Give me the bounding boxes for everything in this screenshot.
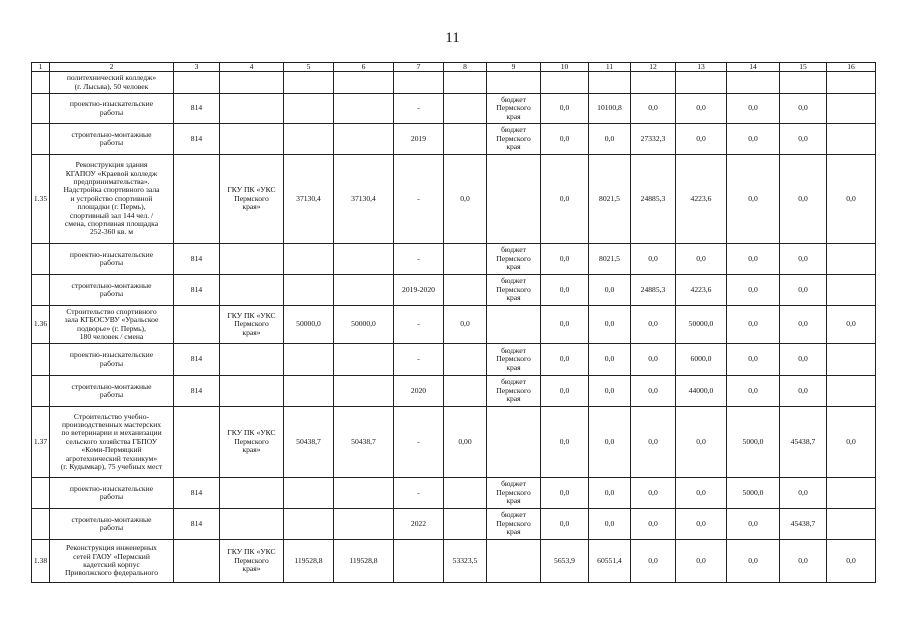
table-cell: 0,0: [676, 94, 727, 124]
table-cell: 0,0: [780, 155, 827, 244]
table-cell: [444, 344, 487, 376]
table-cell: 0,0: [780, 540, 827, 583]
table-cell: 1.37: [32, 407, 50, 478]
table-row: [32, 244, 876, 275]
table-cell: -: [394, 344, 444, 376]
table-cell: 8021,5: [589, 155, 631, 244]
table-cell: 814: [174, 509, 220, 540]
table-cell: 119528,8: [284, 540, 334, 583]
table-cell: 119528,8: [334, 540, 394, 583]
table-cell: [32, 72, 50, 94]
table-cell: [220, 244, 284, 275]
table-cell: [444, 376, 487, 407]
table-cell: [827, 376, 876, 407]
table-cell: строительно-монтажные работы: [50, 509, 174, 540]
table-cell: [284, 376, 334, 407]
table-cell: 0,0: [541, 306, 589, 344]
table-cell: [444, 244, 487, 275]
table-row: [32, 509, 876, 540]
table-cell: [32, 124, 50, 155]
table-cell: бюджет Пермского края: [487, 275, 541, 306]
header-cell: 9: [487, 63, 541, 72]
header-row: [32, 63, 876, 72]
table-cell: [174, 540, 220, 583]
table-cell: строительно-монтажные работы: [50, 376, 174, 407]
table-cell: 0,0: [541, 124, 589, 155]
header-cell: 16: [827, 63, 876, 72]
table-cell: [32, 244, 50, 275]
table-cell: 6000,0: [676, 344, 727, 376]
table-cell: 0,0: [589, 407, 631, 478]
table-cell: проектно-изыскательские работы: [50, 344, 174, 376]
table-cell: 0,0: [780, 376, 827, 407]
table-cell: 24885,3: [631, 155, 676, 244]
table-cell: бюджет Пермского края: [487, 478, 541, 509]
table-cell: 4223,6: [676, 275, 727, 306]
table-cell: 50438,7: [284, 407, 334, 478]
table-cell: 0,0: [780, 124, 827, 155]
table-cell: [334, 376, 394, 407]
table-cell: 814: [174, 94, 220, 124]
table-row: [32, 407, 876, 478]
table-cell: [487, 155, 541, 244]
table-cell: [444, 478, 487, 509]
table-cell: 0,0: [589, 124, 631, 155]
table-cell: [827, 72, 876, 94]
table-cell: 0,0: [631, 540, 676, 583]
table-cell: 1.36: [32, 306, 50, 344]
table-cell: 0,0: [727, 540, 780, 583]
table-cell: [827, 344, 876, 376]
table-cell: 0,0: [541, 155, 589, 244]
table-cell: [284, 275, 334, 306]
table-cell: [174, 306, 220, 344]
table-cell: 50000,0: [676, 306, 727, 344]
table-cell: 0,0: [541, 407, 589, 478]
table-cell: 0,0: [541, 376, 589, 407]
table-cell: 0,0: [589, 344, 631, 376]
table-row: [32, 94, 876, 124]
header-cell: 8: [444, 63, 487, 72]
table-cell: ГКУ ПК «УКС Пермского края»: [220, 407, 284, 478]
table-cell: [727, 72, 780, 94]
table-cell: [220, 376, 284, 407]
table-cell: бюджет Пермского края: [487, 94, 541, 124]
table-cell: -: [394, 478, 444, 509]
table-cell: 0,0: [541, 275, 589, 306]
table-cell: 0,0: [444, 155, 487, 244]
table-cell: [32, 376, 50, 407]
table-cell: бюджет Пермского края: [487, 344, 541, 376]
table-cell: [589, 72, 631, 94]
table-row: [32, 376, 876, 407]
table-cell: [827, 275, 876, 306]
table-cell: [444, 72, 487, 94]
table-row: [32, 155, 876, 244]
table-cell: [827, 509, 876, 540]
table-cell: 0,0: [780, 344, 827, 376]
table-cell: 0,0: [676, 244, 727, 275]
table-cell: 8021,5: [589, 244, 631, 275]
table-cell: [334, 94, 394, 124]
table-cell: 814: [174, 244, 220, 275]
table-cell: проектно-изыскательские работы: [50, 94, 174, 124]
header-cell: 1: [32, 63, 50, 72]
table-cell: 0,0: [541, 509, 589, 540]
table-cell: [487, 72, 541, 94]
table-cell: [487, 407, 541, 478]
table-cell: [487, 540, 541, 583]
table-cell: [334, 478, 394, 509]
table-cell: [32, 344, 50, 376]
table-cell: 50438,7: [334, 407, 394, 478]
table-cell: [334, 72, 394, 94]
table-cell: [220, 94, 284, 124]
table-cell: 50000,0: [284, 306, 334, 344]
header-cell: 12: [631, 63, 676, 72]
table-cell: 0,00: [444, 407, 487, 478]
table-cell: 53323,5: [444, 540, 487, 583]
table-cell: -: [394, 155, 444, 244]
table-cell: [220, 478, 284, 509]
table-cell: строительно-монтажные работы: [50, 124, 174, 155]
table-cell: 37130,4: [334, 155, 394, 244]
table-cell: 814: [174, 478, 220, 509]
table-cell: строительно-монтажные работы: [50, 275, 174, 306]
table-cell: 50000,0: [334, 306, 394, 344]
table-cell: 0,0: [444, 306, 487, 344]
table-cell: 45438,7: [780, 509, 827, 540]
header-cell: 2: [50, 63, 174, 72]
table-cell: 0,0: [631, 376, 676, 407]
table-row: [32, 344, 876, 376]
table-cell: [487, 306, 541, 344]
table-cell: 60551,4: [589, 540, 631, 583]
table-cell: [174, 72, 220, 94]
table-cell: Строительство спортивного зала КГБОСУВУ «Уральское подворье» (г. Пермь), 180 человек / смена: [50, 306, 174, 344]
table-cell: -: [394, 306, 444, 344]
table-cell: 1.38: [32, 540, 50, 583]
table-cell: 5000,0: [727, 478, 780, 509]
table-cell: [334, 244, 394, 275]
table-cell: [284, 244, 334, 275]
table-cell: 5000,0: [727, 407, 780, 478]
table-cell: [780, 72, 827, 94]
table-cell: [827, 94, 876, 124]
table-cell: 0,0: [631, 306, 676, 344]
table-cell: [334, 124, 394, 155]
table-cell: 37130,4: [284, 155, 334, 244]
table-cell: 10100,8: [589, 94, 631, 124]
table-cell: 0,0: [827, 540, 876, 583]
table-cell: 5653,9: [541, 540, 589, 583]
table-cell: 0,0: [589, 376, 631, 407]
table-cell: 4223,6: [676, 155, 727, 244]
table-cell: [284, 72, 334, 94]
table-row: [32, 540, 876, 583]
table-row: [32, 478, 876, 509]
table-cell: 24885,3: [631, 275, 676, 306]
table-cell: 0,0: [727, 124, 780, 155]
table-cell: 0,0: [827, 155, 876, 244]
table-cell: [220, 72, 284, 94]
table-cell: 0,0: [780, 306, 827, 344]
table-cell: 45438,7: [780, 407, 827, 478]
table-cell: [394, 540, 444, 583]
table-cell: 0,0: [727, 94, 780, 124]
table-cell: [444, 94, 487, 124]
table-cell: 0,0: [541, 94, 589, 124]
table-cell: 27332,3: [631, 124, 676, 155]
table-cell: 0,0: [631, 478, 676, 509]
table-cell: [631, 72, 676, 94]
table-cell: 814: [174, 376, 220, 407]
table-cell: [444, 509, 487, 540]
table-cell: [284, 344, 334, 376]
table-row: [32, 306, 876, 344]
table-cell: [174, 155, 220, 244]
table-cell: бюджет Пермского края: [487, 244, 541, 275]
table-cell: 0,0: [541, 244, 589, 275]
table-cell: [174, 407, 220, 478]
table-cell: [284, 509, 334, 540]
table-cell: 44000,0: [676, 376, 727, 407]
table-cell: 0,0: [676, 124, 727, 155]
table-row: [32, 72, 876, 94]
table-cell: политехнический колледж» (г. Лысьва), 50 человек: [50, 72, 174, 94]
table-cell: [32, 275, 50, 306]
table-cell: [220, 124, 284, 155]
table-cell: 0,0: [780, 244, 827, 275]
table-cell: 0,0: [727, 155, 780, 244]
table-cell: [827, 124, 876, 155]
table-cell: 0,0: [631, 344, 676, 376]
table-cell: проектно-изыскательские работы: [50, 244, 174, 275]
budget-table: [31, 62, 876, 583]
table-cell: 0,0: [827, 306, 876, 344]
table-cell: [284, 94, 334, 124]
table-cell: [284, 478, 334, 509]
header-cell: 14: [727, 63, 780, 72]
table-cell: 0,0: [631, 407, 676, 478]
header-cell: 13: [676, 63, 727, 72]
header-cell: 4: [220, 63, 284, 72]
table-cell: [220, 509, 284, 540]
table-cell: ГКУ ПК «УКС Пермского края»: [220, 540, 284, 583]
header-cell: 3: [174, 63, 220, 72]
table-cell: бюджет Пермского края: [487, 509, 541, 540]
table-cell: [334, 344, 394, 376]
table-cell: 0,0: [676, 540, 727, 583]
table-cell: 0,0: [727, 275, 780, 306]
table-cell: бюджет Пермского края: [487, 124, 541, 155]
table-cell: 2022: [394, 509, 444, 540]
table-cell: 814: [174, 275, 220, 306]
table-cell: Строительство учебно- производственных мастерских по ветеринарии и механизации сельского хозяйства ГБПОУ «Коми-Пермяцкий агротехнический техникум» (г. Кудымкар), 75 учебных мест: [50, 407, 174, 478]
table-cell: 0,0: [780, 478, 827, 509]
table-cell: [334, 509, 394, 540]
table-row: [32, 124, 876, 155]
table-cell: Реконструкция инженерных сетей ГАОУ «Пермский кадетский корпус Приволжского федерального: [50, 540, 174, 583]
table-cell: 0,0: [631, 509, 676, 540]
table-cell: ГКУ ПК «УКС Пермского края»: [220, 306, 284, 344]
table-cell: [32, 94, 50, 124]
table-row: [32, 275, 876, 306]
table-cell: ГКУ ПК «УКС Пермского края»: [220, 155, 284, 244]
table-cell: бюджет Пермского края: [487, 376, 541, 407]
table-cell: 2019: [394, 124, 444, 155]
table-cell: 0,0: [676, 478, 727, 509]
table-cell: [32, 509, 50, 540]
table-cell: 814: [174, 344, 220, 376]
table-cell: [827, 478, 876, 509]
table-cell: 2020: [394, 376, 444, 407]
table-cell: 814: [174, 124, 220, 155]
header-cell: 7: [394, 63, 444, 72]
table-cell: [220, 344, 284, 376]
table-cell: 0,0: [727, 344, 780, 376]
table-cell: 0,0: [727, 509, 780, 540]
table-cell: [220, 275, 284, 306]
page-number: 11: [445, 30, 460, 46]
table-cell: -: [394, 94, 444, 124]
table-cell: [827, 244, 876, 275]
table-cell: 0,0: [780, 94, 827, 124]
table-cell: 0,0: [780, 275, 827, 306]
table-cell: 0,0: [589, 275, 631, 306]
table-cell: [32, 478, 50, 509]
table-cell: 0,0: [589, 306, 631, 344]
table-cell: 1.35: [32, 155, 50, 244]
table-cell: Реконструкция здания КГАПОУ «Краевой колледж предпринимательства». Надстройка спортивного зала и устройство спортивной площадки (г. Пермь), спортивный зал 144 чел. / смена, спортивная площадка 252-360 кв. м: [50, 155, 174, 244]
table-cell: 0,0: [541, 478, 589, 509]
table-cell: [541, 72, 589, 94]
table-cell: 0,0: [631, 244, 676, 275]
header-cell: 10: [541, 63, 589, 72]
table-cell: проектно-изыскательские работы: [50, 478, 174, 509]
table-cell: 2019-2020: [394, 275, 444, 306]
table-cell: 0,0: [589, 509, 631, 540]
table-cell: [444, 124, 487, 155]
table-cell: 0,0: [727, 306, 780, 344]
table-cell: [676, 72, 727, 94]
table-cell: 0,0: [676, 407, 727, 478]
header-cell: 5: [284, 63, 334, 72]
table-cell: [394, 72, 444, 94]
table-cell: [444, 275, 487, 306]
table-cell: [334, 275, 394, 306]
table-cell: [284, 124, 334, 155]
table-cell: 0,0: [727, 244, 780, 275]
header-cell: 11: [589, 63, 631, 72]
table-cell: 0,0: [541, 344, 589, 376]
table-cell: 0,0: [631, 94, 676, 124]
table-cell: 0,0: [827, 407, 876, 478]
table-cell: 0,0: [727, 376, 780, 407]
table-cell: 0,0: [676, 509, 727, 540]
header-cell: 15: [780, 63, 827, 72]
table-cell: -: [394, 407, 444, 478]
table-cell: -: [394, 244, 444, 275]
header-cell: 6: [334, 63, 394, 72]
table-cell: 0,0: [589, 478, 631, 509]
